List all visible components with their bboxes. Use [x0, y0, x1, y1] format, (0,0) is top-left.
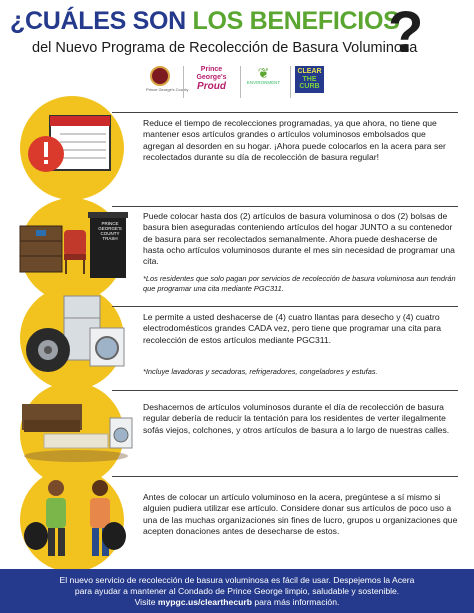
curb-line-2: THE — [302, 75, 317, 83]
divider — [112, 476, 458, 477]
leaf-icon: ❦ — [257, 65, 270, 81]
proud-line-2: Proud — [197, 81, 226, 93]
benefit-section-5 — [0, 468, 474, 568]
environment-logo — [240, 66, 282, 98]
benefit-text: Reduce el tiempo de recolecciones programadas, ya que ahora, no tiene que mantener esos artículos grandes o artículos voluminosos embolsados que agregan al desorden en su hogar. ¡Ahora puede colocarlos en la acera para ser recolectados durante su día de recolección de basura regular! — [143, 118, 446, 163]
footer-url-link[interactable]: mypgc.us/clearthecurb — [157, 597, 252, 608]
benefit-text: Deshacernos de artículos voluminosos durante el día de recolección de basura regular debería de reducir la tentación para los residentes de verter ilegalmente sofás viejos, colchones, y otros artículos de basura a lo largo de nuestras calles. — [143, 402, 450, 435]
trash-can-label: PRINCE GEORGE'S COUNTY TRASH — [98, 221, 122, 241]
footer-line-3 — [0, 597, 474, 608]
benefit-text: Puede colocar hasta dos (2) artículos de basura voluminosa o dos (2) bolsas de basura bien aseguradas conteniendo artículos del hogar JUNTO a su contenedor de basura para ser recolectados semanalmente. Ahora puede deshacerse de hasta ocho artículos voluminosos durante el mes sin necesidad de programar una cita. — [143, 211, 455, 267]
dumped-furniture-icon — [14, 390, 134, 474]
benefit-text: Le permite a usted deshacerse de (4) cuatro llantas para desecho y (4) cuatro electrodomésticos grandes CADA vez, pero tiene que programar una cita para recolección de estos artículos mediante PGC311. — [143, 312, 442, 345]
curb-line-1: CLEAR — [297, 68, 322, 75]
divider — [112, 112, 458, 113]
seal-text: Prince George's County — [146, 87, 189, 92]
page-subtitle: del Nuevo Programa de Recolección de Basura Voluminosa — [32, 40, 418, 56]
logo-strip — [0, 66, 474, 100]
footer-line-1: El nuevo servicio de recolección de basura voluminosa es fácil de usar. Despejemos la Acera — [59, 575, 415, 585]
county-seal-logo — [146, 66, 189, 98]
page-title — [10, 7, 399, 36]
title-part-1: ¿CUÁLES SON — [10, 7, 186, 35]
clear-the-curb-logo — [290, 66, 324, 98]
header — [0, 0, 474, 65]
curb-box — [295, 66, 324, 93]
seal-icon — [150, 66, 170, 86]
footer-suffix: para más información. — [254, 597, 340, 608]
question-mark: ? — [388, 0, 424, 65]
benefit-note: *Los residentes que solo pagan por servicios de recolección de basura voluminosa aun tendrán que programar una cita mediante PGC311. — [143, 274, 456, 293]
dresser-chair-trash-icon — [6, 206, 134, 296]
benefit-section-3 — [0, 286, 474, 382]
benefit-text: Antes de colocar un artículo voluminoso en la acera, pregúntese a sí mismo si alguien pudiera utilizar ese artículo. Considere donar sus artículos de poco uso a una de las muchas organizaciones sin fines de lucro, grupos u organizaciones que acepten donaciones antes de desecharse de estos. — [143, 492, 458, 537]
title-part-2: LOS BENEFICIOS — [192, 7, 400, 35]
environment-text: ENVIRONMENT — [246, 80, 281, 86]
tire-appliances-icon — [24, 290, 128, 386]
footer-visit: Visite — [134, 597, 156, 608]
benefit-note: *Incluye lavadoras y secadoras, refrigeradores, congeladores y estufas. — [143, 367, 378, 376]
benefit-section-4 — [0, 382, 474, 476]
calendar-alert-icon — [26, 110, 118, 190]
donation-people-icon — [20, 470, 130, 568]
curb-line-3: CURB — [299, 83, 320, 91]
footer-line-2: para ayudar a mantener al Condado de Prince George limpio, saludable y sostenible. — [74, 586, 400, 597]
pg-proud-logo — [183, 66, 235, 98]
divider — [112, 206, 458, 207]
benefit-section-1 — [0, 96, 474, 206]
footer-banner — [0, 569, 474, 613]
benefit-section-2 — [0, 198, 474, 298]
divider — [112, 390, 458, 391]
proud-line-1: Prince George's — [196, 66, 227, 81]
divider — [112, 306, 458, 307]
